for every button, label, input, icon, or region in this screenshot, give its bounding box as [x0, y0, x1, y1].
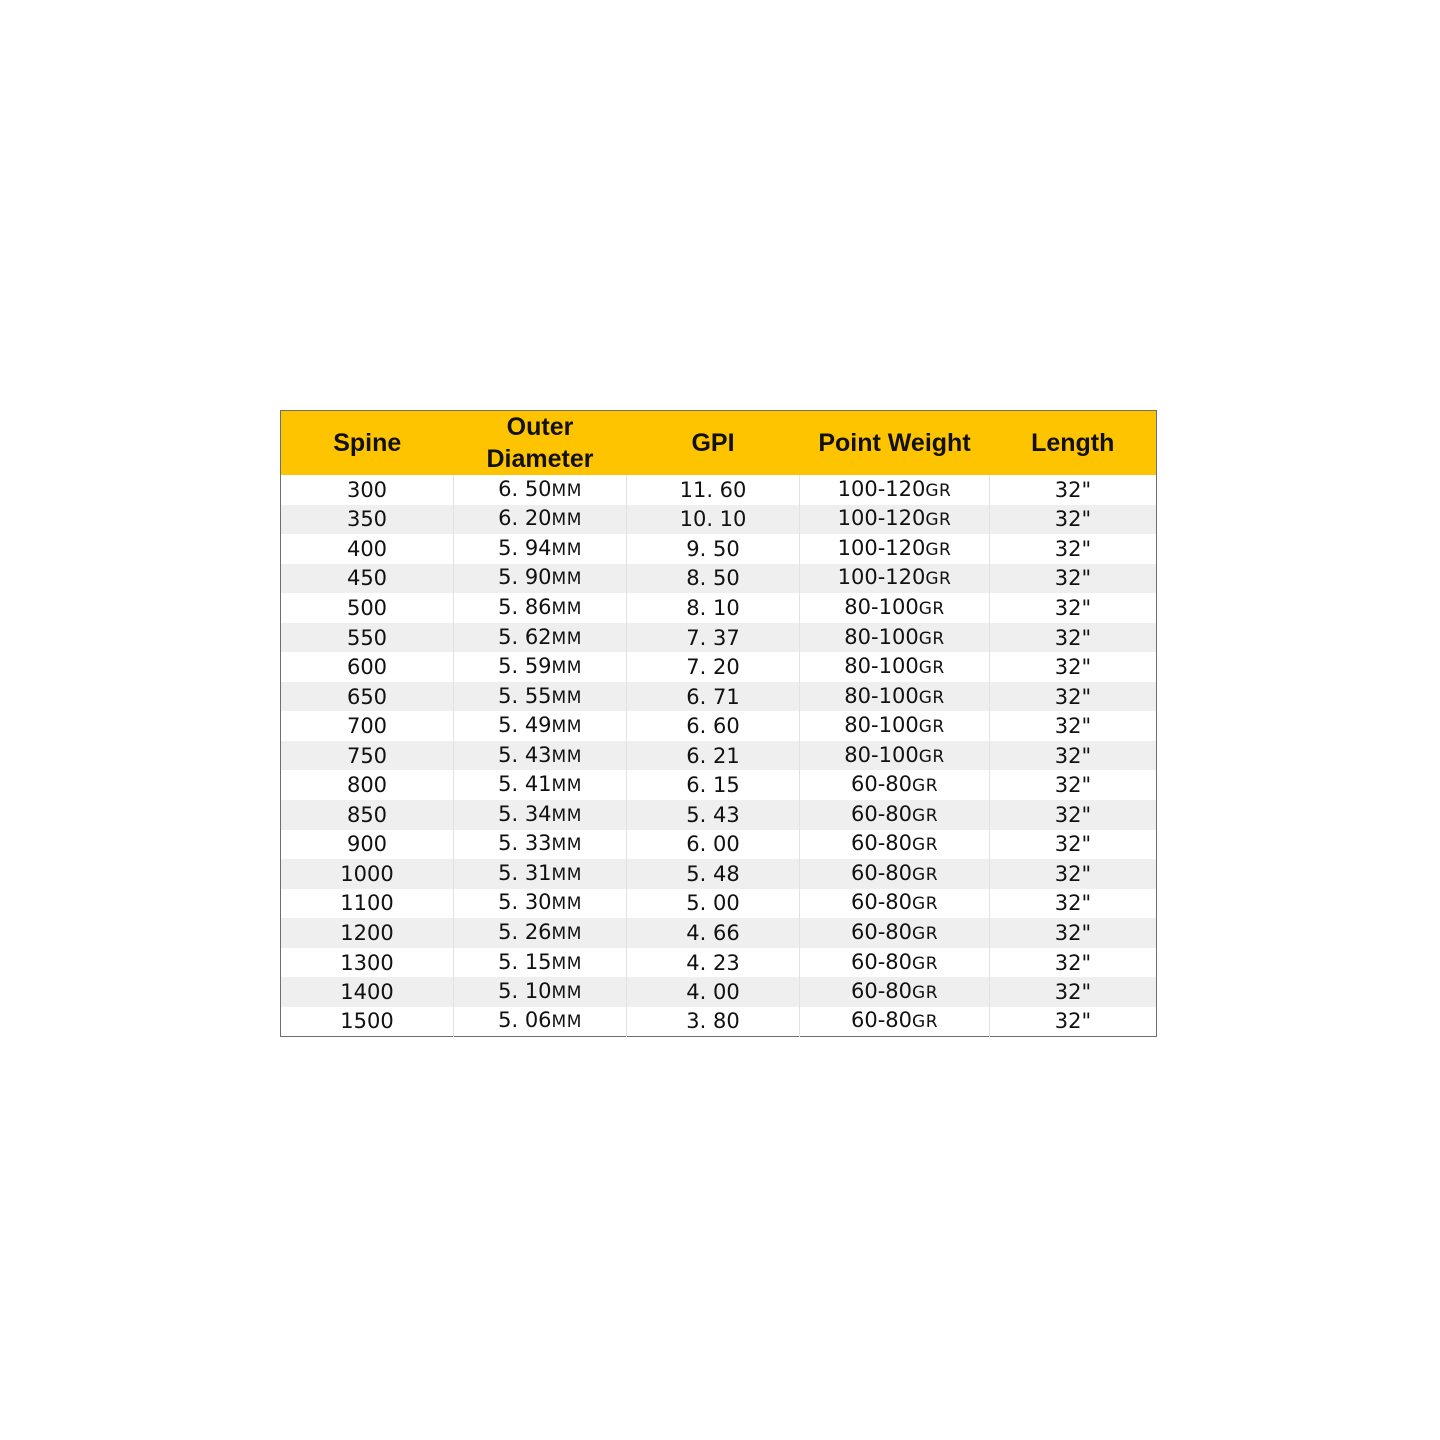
outer-diameter-unit: MM	[551, 953, 582, 974]
point-weight-unit: GR	[912, 1012, 939, 1033]
table-row	[281, 741, 1157, 771]
cell-gpi: 4. 66	[627, 918, 800, 948]
point-weight-unit: GR	[918, 687, 945, 708]
point-weight-value: 80-100	[844, 594, 919, 619]
cell-spine: 1300	[340, 950, 394, 975]
cell-spine: 300	[346, 477, 388, 502]
outer-diameter-unit: MM	[551, 598, 582, 619]
outer-diameter-unit: MM	[551, 983, 582, 1004]
point-weight-value: 60-80	[850, 919, 913, 944]
outer-diameter-value: 5. 10	[498, 979, 552, 1004]
outer-diameter-unit: MM	[551, 776, 582, 797]
cell-outer-diameter	[454, 682, 627, 712]
cell-spine: 1100	[340, 891, 394, 916]
outer-diameter-unit: MM	[551, 1012, 582, 1033]
outer-diameter-value: 5. 43	[498, 742, 552, 767]
table-row	[281, 800, 1157, 830]
header-point-weight: Point Weight	[818, 429, 971, 457]
outer-diameter-value: 5. 59	[498, 654, 552, 679]
point-weight-unit: GR	[912, 923, 939, 944]
cell-length: 32"	[990, 564, 1157, 594]
cell-length: 32"	[990, 593, 1157, 623]
cell-length: 32"	[990, 534, 1157, 564]
outer-diameter-value: 5. 86	[498, 594, 552, 619]
arrow-spec-table	[280, 410, 1157, 1037]
cell-spine: 400	[346, 536, 388, 561]
table-row	[281, 593, 1157, 623]
cell-length: 32"	[990, 652, 1157, 682]
outer-diameter-unit: MM	[551, 864, 582, 885]
cell-point-weight	[800, 889, 990, 919]
table-row	[281, 711, 1157, 741]
outer-diameter-unit: MM	[551, 687, 582, 708]
cell-gpi: 4. 00	[627, 977, 800, 1007]
table-row	[281, 918, 1157, 948]
point-weight-unit: GR	[912, 776, 939, 797]
outer-diameter-value: 5. 90	[498, 565, 552, 590]
cell-point-weight	[800, 534, 990, 564]
point-weight-unit: GR	[918, 746, 945, 767]
cell-outer-diameter	[454, 593, 627, 623]
point-weight-value: 60-80	[850, 860, 913, 885]
outer-diameter-value: 5. 33	[498, 831, 552, 856]
table-row	[281, 948, 1157, 978]
point-weight-value: 100-120	[837, 565, 926, 590]
outer-diameter-value: 5. 06	[498, 1008, 552, 1033]
cell-point-weight	[800, 918, 990, 948]
outer-diameter-value: 5. 41	[498, 772, 552, 797]
cell-length: 32"	[990, 741, 1157, 771]
cell-length: 32"	[990, 889, 1157, 919]
cell-gpi: 6. 00	[627, 830, 800, 860]
cell-spine: 1000	[340, 861, 394, 886]
cell-outer-diameter	[454, 741, 627, 771]
outer-diameter-value: 5. 49	[498, 713, 552, 738]
outer-diameter-unit: MM	[551, 717, 582, 738]
header-outer-diameter-line2: Diameter	[486, 445, 594, 473]
point-weight-value: 80-100	[844, 683, 919, 708]
table-row	[281, 977, 1157, 1007]
point-weight-value: 60-80	[850, 831, 913, 856]
cell-gpi: 7. 37	[627, 623, 800, 653]
cell-spine: 750	[346, 743, 388, 768]
outer-diameter-unit: MM	[551, 569, 582, 590]
cell-point-weight	[800, 859, 990, 889]
cell-length: 32"	[990, 1007, 1157, 1037]
cell-point-weight	[800, 800, 990, 830]
cell-spine: 650	[346, 684, 388, 709]
outer-diameter-value: 5. 30	[498, 890, 552, 915]
outer-diameter-unit: MM	[551, 539, 582, 560]
cell-spine: 850	[346, 802, 388, 827]
cell-point-weight	[800, 475, 990, 505]
cell-spine: 1200	[340, 920, 394, 945]
table-header	[281, 411, 1157, 476]
outer-diameter-unit: MM	[551, 923, 582, 944]
cell-length: 32"	[990, 682, 1157, 712]
cell-outer-diameter	[454, 652, 627, 682]
cell-spine: 350	[346, 507, 388, 532]
cell-gpi: 3. 80	[627, 1007, 800, 1037]
outer-diameter-unit: MM	[551, 510, 582, 531]
cell-gpi: 8. 10	[627, 593, 800, 623]
cell-length: 32"	[990, 800, 1157, 830]
point-weight-value: 60-80	[850, 979, 913, 1004]
cell-point-weight	[800, 593, 990, 623]
outer-diameter-value: 5. 34	[498, 801, 552, 826]
cell-length: 32"	[990, 505, 1157, 535]
point-weight-unit: GR	[912, 894, 939, 915]
point-weight-unit: GR	[925, 510, 952, 531]
cell-point-weight	[800, 682, 990, 712]
cell-outer-diameter	[454, 475, 627, 505]
cell-outer-diameter	[454, 534, 627, 564]
point-weight-value: 80-100	[844, 624, 919, 649]
table-row	[281, 682, 1157, 712]
cell-outer-diameter	[454, 623, 627, 653]
cell-gpi: 11. 60	[627, 475, 800, 505]
outer-diameter-value: 5. 62	[498, 624, 552, 649]
table-row	[281, 1007, 1157, 1037]
outer-diameter-value: 5. 26	[498, 919, 552, 944]
cell-gpi: 10. 10	[627, 505, 800, 535]
point-weight-value: 60-80	[850, 890, 913, 915]
outer-diameter-value: 5. 94	[498, 535, 552, 560]
cell-spine: 450	[346, 566, 388, 591]
cell-length: 32"	[990, 948, 1157, 978]
cell-length: 32"	[990, 711, 1157, 741]
header-spine: Spine	[333, 429, 402, 457]
cell-gpi: 6. 15	[627, 770, 800, 800]
point-weight-value: 60-80	[850, 949, 913, 974]
point-weight-unit: GR	[925, 480, 952, 501]
header-length: Length	[1031, 429, 1115, 457]
cell-point-weight	[800, 564, 990, 594]
cell-gpi: 5. 43	[627, 800, 800, 830]
cell-spine: 550	[346, 625, 388, 650]
outer-diameter-unit: MM	[551, 894, 582, 915]
outer-diameter-unit: MM	[551, 805, 582, 826]
cell-gpi: 9. 50	[627, 534, 800, 564]
cell-point-weight	[800, 505, 990, 535]
table-row	[281, 564, 1157, 594]
header-outer-diameter	[454, 411, 627, 476]
outer-diameter-value: 5. 31	[498, 860, 552, 885]
cell-length: 32"	[990, 977, 1157, 1007]
point-weight-value: 60-80	[850, 772, 913, 797]
cell-spine: 500	[346, 595, 388, 620]
table-row	[281, 859, 1157, 889]
outer-diameter-unit: MM	[551, 835, 582, 856]
cell-point-weight	[800, 830, 990, 860]
cell-point-weight	[800, 741, 990, 771]
table-row	[281, 534, 1157, 564]
cell-outer-diameter	[454, 800, 627, 830]
cell-gpi: 6. 71	[627, 682, 800, 712]
cell-length: 32"	[990, 918, 1157, 948]
point-weight-value: 60-80	[850, 801, 913, 826]
cell-spine: 900	[346, 832, 388, 857]
point-weight-unit: GR	[918, 628, 945, 649]
cell-outer-diameter	[454, 918, 627, 948]
cell-length: 32"	[990, 475, 1157, 505]
table-row	[281, 475, 1157, 505]
cell-point-weight	[800, 1007, 990, 1037]
cell-gpi: 4. 23	[627, 948, 800, 978]
table-row	[281, 770, 1157, 800]
cell-length: 32"	[990, 859, 1157, 889]
cell-outer-diameter	[454, 564, 627, 594]
cell-spine: 800	[346, 773, 388, 798]
point-weight-value: 80-100	[844, 654, 919, 679]
cell-gpi: 5. 00	[627, 889, 800, 919]
header-gpi: GPI	[691, 429, 735, 457]
point-weight-unit: GR	[925, 569, 952, 590]
point-weight-unit: GR	[918, 658, 945, 679]
cell-outer-diameter	[454, 770, 627, 800]
cell-outer-diameter	[454, 1007, 627, 1037]
cell-length: 32"	[990, 830, 1157, 860]
outer-diameter-unit: MM	[551, 480, 582, 501]
cell-spine: 1400	[340, 980, 394, 1005]
point-weight-value: 100-120	[837, 506, 926, 531]
cell-gpi: 6. 21	[627, 741, 800, 771]
cell-gpi: 5. 48	[627, 859, 800, 889]
cell-point-weight	[800, 770, 990, 800]
table-row	[281, 505, 1157, 535]
point-weight-value: 60-80	[850, 1008, 913, 1033]
cell-point-weight	[800, 652, 990, 682]
cell-outer-diameter	[454, 505, 627, 535]
table-body	[281, 475, 1157, 1036]
cell-length: 32"	[990, 623, 1157, 653]
header-outer-diameter-line1: Outer	[506, 413, 574, 441]
cell-point-weight	[800, 948, 990, 978]
cell-gpi: 8. 50	[627, 564, 800, 594]
table-row	[281, 830, 1157, 860]
point-weight-unit: GR	[912, 805, 939, 826]
cell-outer-diameter	[454, 859, 627, 889]
cell-length: 32"	[990, 770, 1157, 800]
outer-diameter-value: 6. 50	[498, 476, 552, 501]
table-row	[281, 889, 1157, 919]
outer-diameter-unit: MM	[551, 658, 582, 679]
point-weight-unit: GR	[912, 983, 939, 1004]
point-weight-value: 100-120	[837, 535, 926, 560]
header-row	[281, 411, 1157, 476]
cell-outer-diameter	[454, 889, 627, 919]
point-weight-value: 100-120	[837, 476, 926, 501]
point-weight-unit: GR	[925, 539, 952, 560]
point-weight-value: 80-100	[844, 742, 919, 767]
outer-diameter-unit: MM	[551, 628, 582, 649]
cell-outer-diameter	[454, 977, 627, 1007]
point-weight-unit: GR	[912, 864, 939, 885]
cell-gpi: 6. 60	[627, 711, 800, 741]
cell-gpi: 7. 20	[627, 652, 800, 682]
cell-outer-diameter	[454, 948, 627, 978]
table-row	[281, 652, 1157, 682]
outer-diameter-value: 5. 15	[498, 949, 552, 974]
table-row	[281, 623, 1157, 653]
point-weight-unit: GR	[918, 598, 945, 619]
cell-spine: 1500	[340, 1009, 394, 1034]
cell-spine: 700	[346, 714, 388, 739]
point-weight-value: 80-100	[844, 713, 919, 738]
cell-point-weight	[800, 711, 990, 741]
cell-spine: 600	[346, 655, 388, 680]
cell-outer-diameter	[454, 830, 627, 860]
outer-diameter-unit: MM	[551, 746, 582, 767]
cell-point-weight	[800, 623, 990, 653]
cell-point-weight	[800, 977, 990, 1007]
cell-outer-diameter	[454, 711, 627, 741]
point-weight-unit: GR	[912, 953, 939, 974]
outer-diameter-value: 5. 55	[498, 683, 552, 708]
outer-diameter-value: 6. 20	[498, 506, 552, 531]
point-weight-unit: GR	[912, 835, 939, 856]
point-weight-unit: GR	[918, 717, 945, 738]
